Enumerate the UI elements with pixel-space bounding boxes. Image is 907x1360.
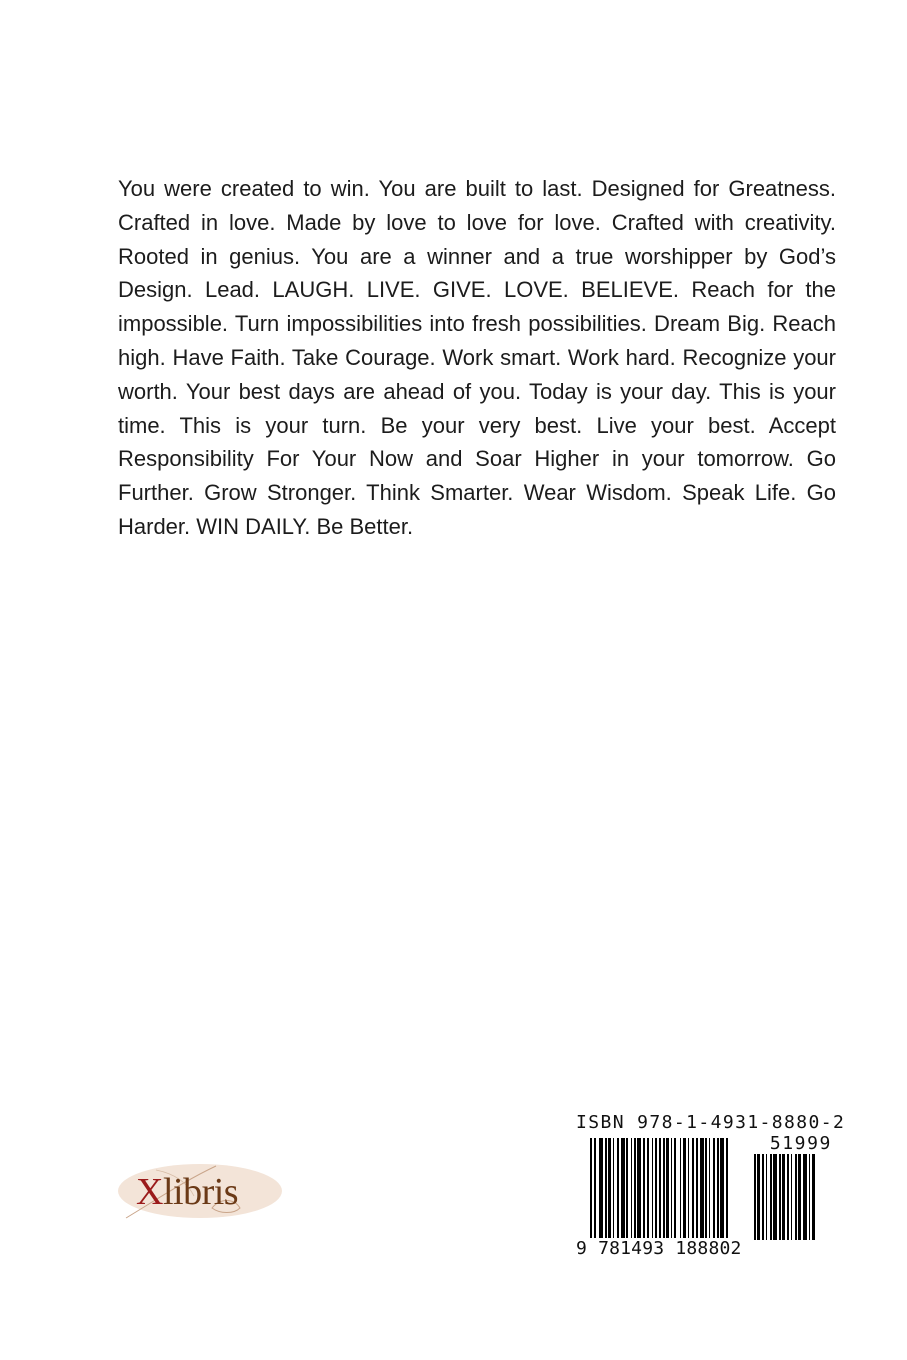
price-code: 51999	[769, 1133, 832, 1154]
publisher-logo	[116, 1160, 284, 1222]
isbn-label: ISBN 978-1-4931-8880-2	[576, 1112, 846, 1133]
publisher-logo-text: Xlibris	[136, 1171, 239, 1213]
ean-digits: 9 781493 188802	[576, 1238, 742, 1259]
barcode-icon	[590, 1138, 740, 1250]
back-cover-blurb: You were created to win. You are built to last. Designed for Greatness. Crafted in love. Made by love to love for love. Crafted with creativity. Rooted in genius. You are a winner and a true worshipper by God’s Design. Lead. LAUGH. LIVE. GIVE. LOVE. BELIEVE. Reach for the impossible. Turn impossibilities into fresh possibilities. Dream Big. Reach high. Have Faith. Take Courage. Work smart. Work hard. Recognize your worth. Your best days are ahead of you. Today is your day. This is your time. This is your turn. Be your very best. Live your best. Accept Responsibility For Your Now and Soar Higher in your tomorrow. Go Further. Grow Stronger. Think Smarter. Wear Wisdom. Speak Life. Go Harder. WIN DAILY. Be Better.	[118, 176, 836, 539]
barcode-addon-icon	[754, 1154, 832, 1252]
